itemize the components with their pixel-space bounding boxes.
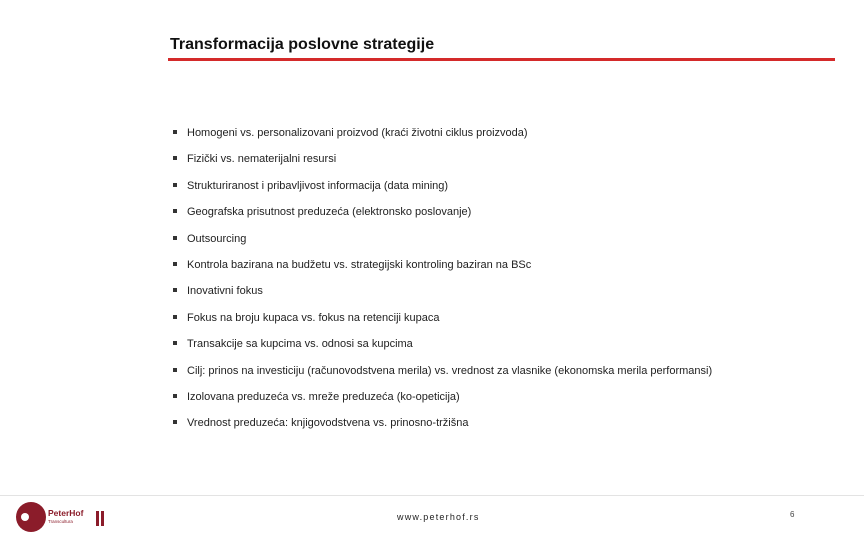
- slide-title: Transformacija poslovne strategije: [170, 36, 435, 53]
- bullet-list: [173, 124, 712, 441]
- bullet-text: Strukturiranost i pribavljivost informacija (data mining): [187, 179, 449, 192]
- bullet-icon: [173, 183, 177, 187]
- bullet-icon: [173, 341, 177, 345]
- list-item: [173, 282, 712, 308]
- logo-name: PeterHof: [48, 508, 84, 518]
- logo-subtitle: Transcultura: [48, 519, 73, 524]
- list-item: [173, 177, 712, 203]
- logo-bars-icon: [96, 511, 106, 526]
- bullet-icon: [173, 315, 177, 319]
- bullet-text: Izolovana preduzeća vs. mreže preduzeća (ko-opeticija): [187, 390, 460, 403]
- bullet-text: Cilj: prinos na investiciju (računovodstvena merila) vs. vrednost za vlasnike (ekonomska merila performansi): [187, 364, 713, 377]
- bullet-icon: [173, 156, 177, 160]
- bullet-text: Transakcije sa kupcima vs. odnosi sa kupcima: [187, 338, 413, 351]
- bullet-icon: [173, 130, 177, 134]
- list-item: [173, 203, 712, 229]
- bullet-text: Inovativni fokus: [187, 285, 263, 298]
- bullet-text: Fokus na broju kupaca vs. fokus na retenciji kupaca: [187, 311, 440, 324]
- list-item: [173, 124, 712, 150]
- bullet-icon: [173, 394, 177, 398]
- list-item: [173, 335, 712, 361]
- list-item: [173, 309, 712, 335]
- bullet-icon: [173, 368, 177, 372]
- footer-divider: [0, 495, 864, 496]
- bullet-text: Geografska prisutnost preduzeća (elektronsko poslovanje): [187, 206, 472, 219]
- list-item: [173, 230, 712, 256]
- bullet-text: Vrednost preduzeća: knjigovodstvena vs. prinosno-tržišna: [187, 417, 469, 430]
- list-item: [173, 256, 712, 282]
- list-item: [173, 388, 712, 414]
- bullet-text: Kontrola bazirana na budžetu vs. strategijski kontroling baziran na BSc: [187, 258, 532, 271]
- title-underline: [168, 58, 835, 61]
- list-item: [173, 414, 712, 440]
- bullet-icon: [173, 420, 177, 424]
- footer-url: www.peterhof.rs: [397, 512, 480, 522]
- bullet-icon: [173, 288, 177, 292]
- bullet-icon: [173, 209, 177, 213]
- bullet-text: Outsourcing: [187, 232, 247, 245]
- bullet-text: Homogeni vs. personalizovani proizvod (kraći životni ciklus proizvoda): [187, 127, 528, 139]
- list-item: [173, 150, 712, 176]
- peterhof-logo: [16, 502, 126, 532]
- page-number: 6: [790, 510, 795, 519]
- bullet-text: Fizički vs. nematerijalni resursi: [187, 153, 337, 166]
- logo-circle-icon: [16, 502, 46, 532]
- list-item: [173, 362, 712, 388]
- bullet-icon: [173, 236, 177, 240]
- bullet-icon: [173, 262, 177, 266]
